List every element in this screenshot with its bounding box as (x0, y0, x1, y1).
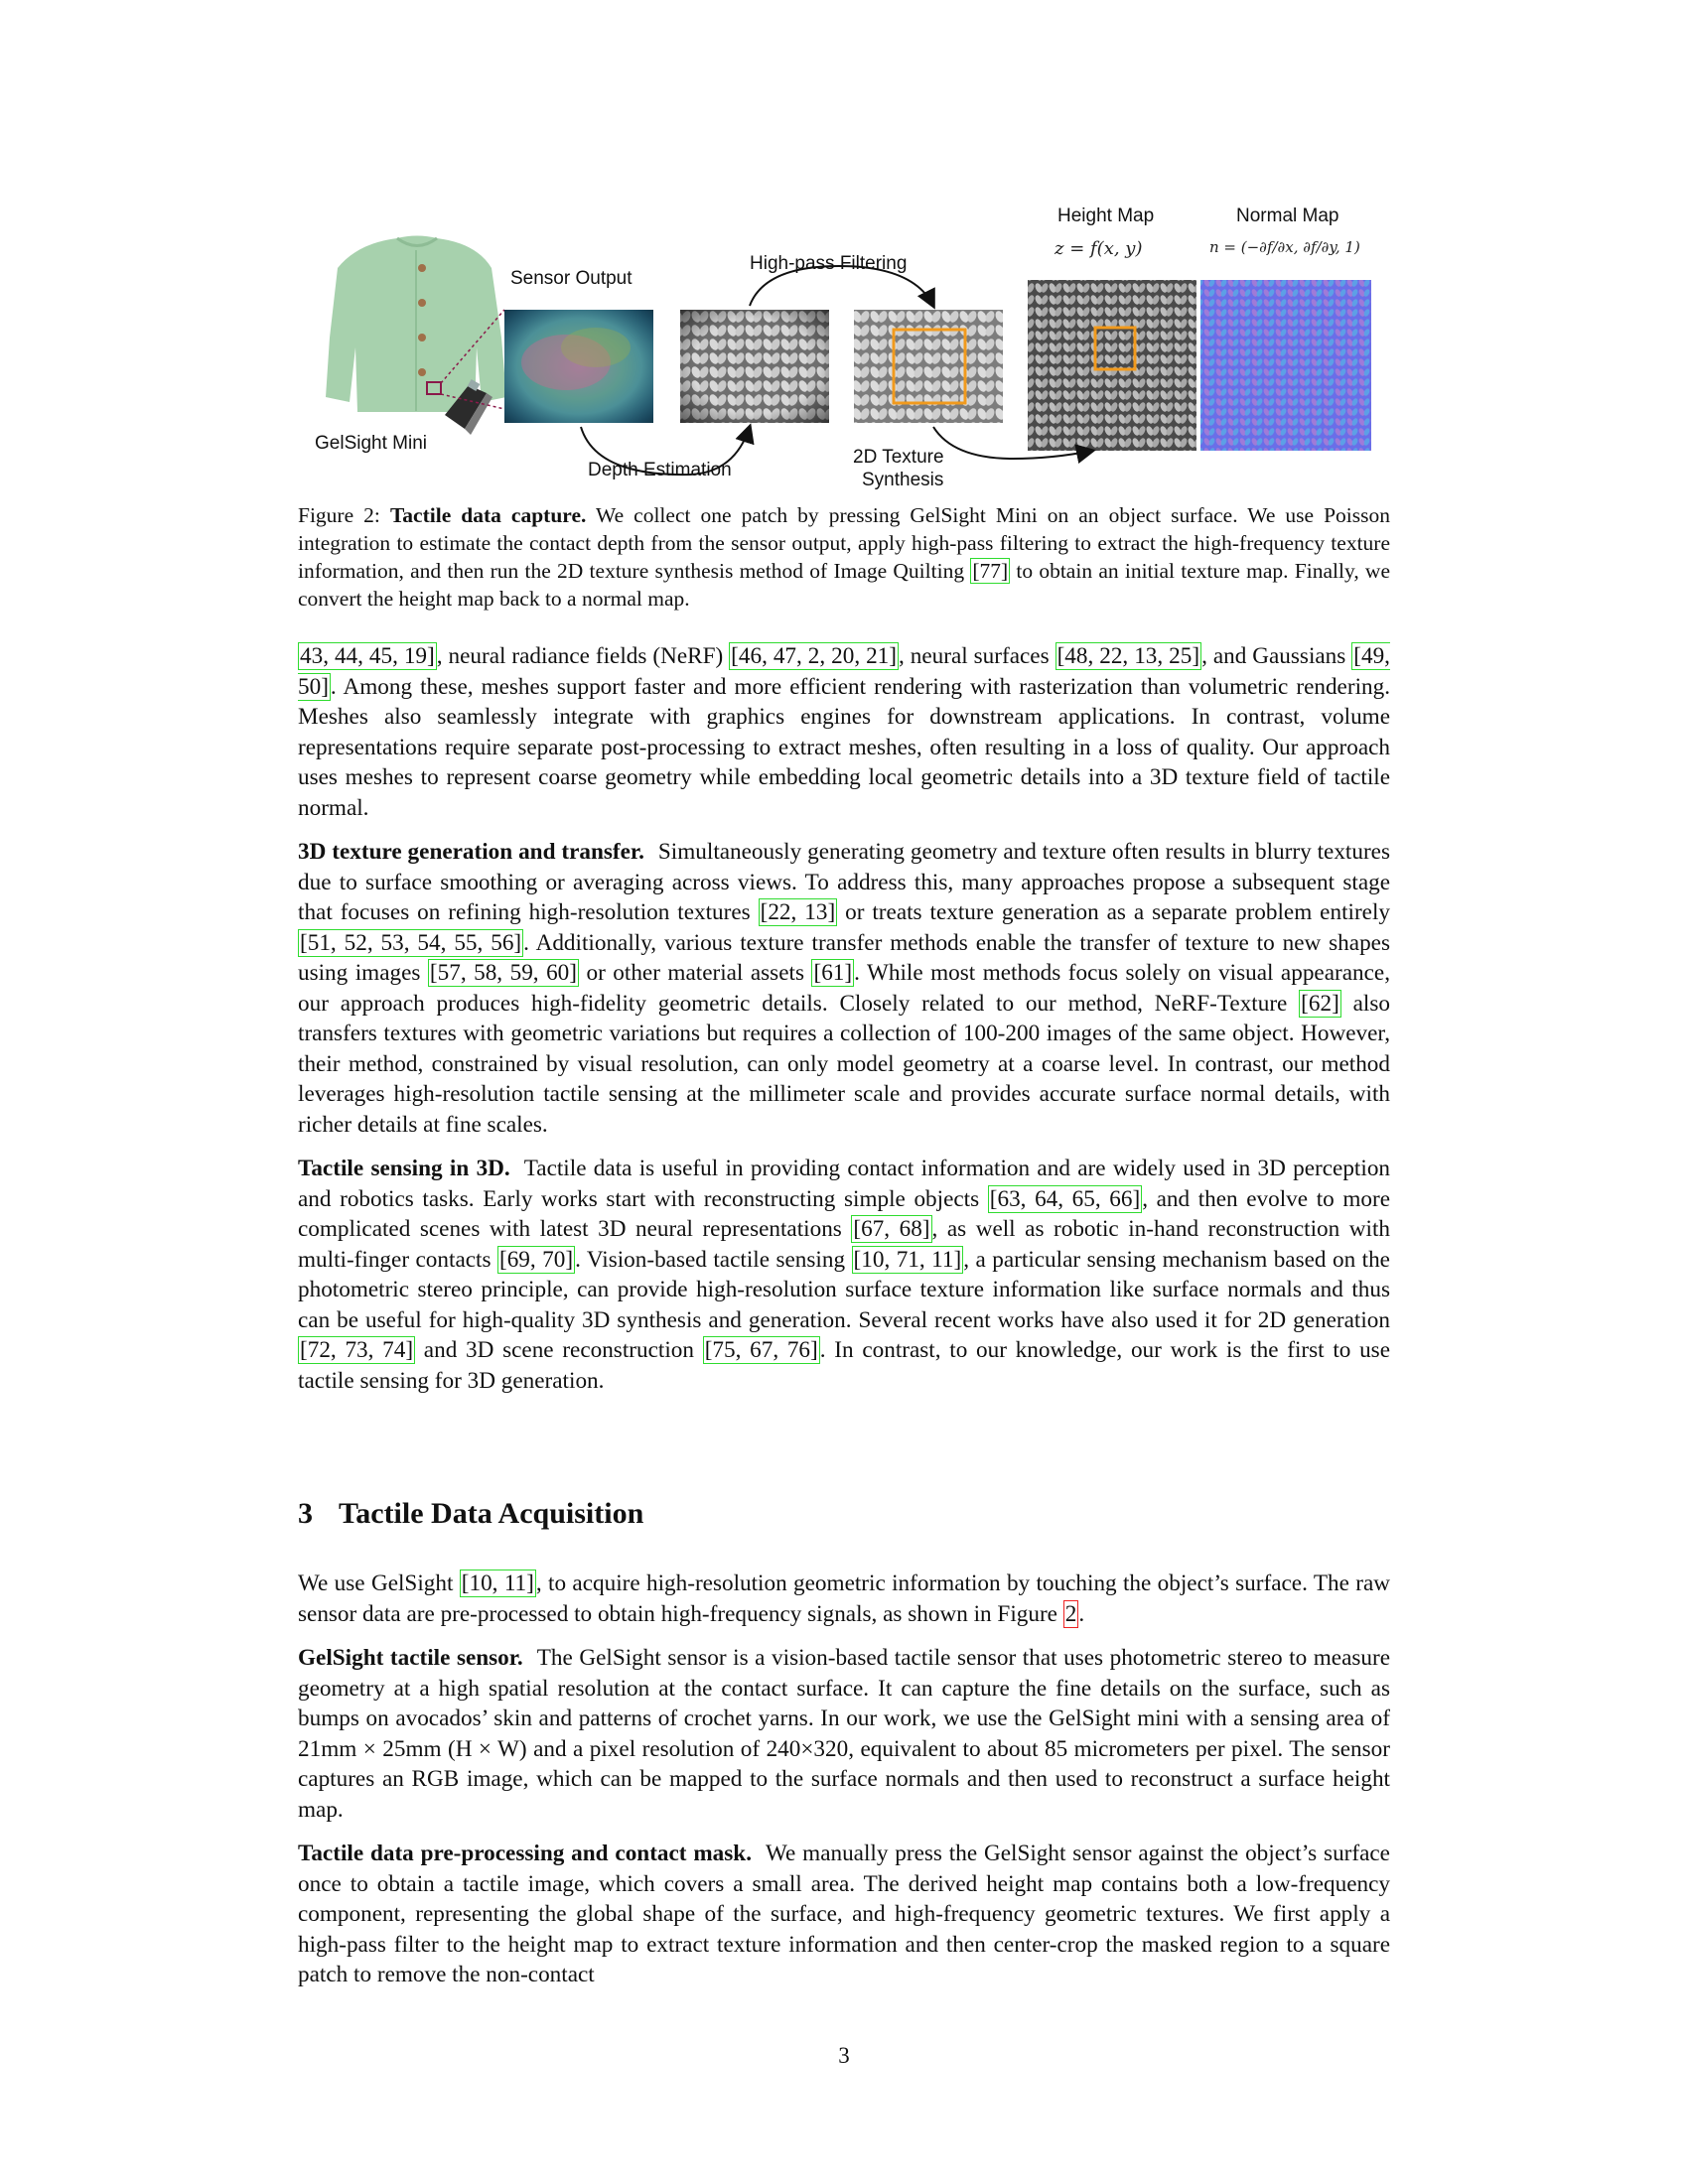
section-title: Tactile Data Acquisition (339, 1497, 644, 1530)
label-depth-estimation: Depth Estimation (588, 460, 732, 480)
citation-link[interactable]: [48, 22, 13, 25] (1056, 643, 1200, 669)
citation-link[interactable]: [77] (972, 559, 1009, 583)
citation-link[interactable]: [72, 73, 74] (300, 1337, 414, 1363)
figure-2 (298, 199, 1390, 496)
citation-link[interactable]: [63, 64, 65, 66] (989, 1185, 1141, 1212)
sweater-photo (326, 236, 506, 413)
citation-link[interactable]: 43, 44, 45, 19] (300, 643, 435, 669)
citation-link[interactable]: [69, 70] (498, 1246, 574, 1273)
caption-title: Tactile data capture. (389, 503, 587, 527)
height-map-formula: z = f(x, y) (1055, 238, 1143, 259)
highpass-image (854, 310, 1003, 423)
caption-text: We collect one patch by pressing GelSight Mini on an object surface. We use Poisson integration to estimate the contact depth from the sensor output, apply high-pass filtering to extract the high-frequency texture information, and then run the 2D texture synthesis method of Image Quilting (298, 503, 1391, 583)
section-number: 3 (298, 1497, 313, 1530)
citation-link[interactable]: [10, 71, 11] (853, 1246, 962, 1273)
paragraph-heading: 3D texture generation and transfer. (298, 839, 644, 865)
citation-link[interactable]: [62] (1301, 990, 1339, 1017)
paragraph-related-representations: 43, 44, 45, 19], neural radiance fields (NeRF) [46, 47, 2, 20, 21], neural surfaces [48, 22, 13, 25], and Gaussians [49, 50]. Among these, meshes support faster and more efficient rendering with rasterization than volumetric rendering. Meshes also seamlessly integrate with graphics engines for downstream applications. In contrast, volume representations require separate post-processing to extract meshes, often resulting in a loss of quality. Our approach uses meshes to represent coarse geometry while embedding local geometric details into a 3D texture field of tactile normal. (298, 643, 1390, 821)
sensor-output-image (504, 310, 653, 423)
label-normal-map: Normal Map (1236, 205, 1339, 226)
paragraph-preprocessing: Tactile data pre-processing and contact mask. We manually press the GelSight sensor against the object’s surface once to obtain a tactile image, which covers a small area. The derived height map contains both a low-frequency component, representing the global shape of the surface, and high-frequency geometric textures. We first apply a high-pass filter to the height map to extract texture information and then center-crop the masked region to a square patch to remove the non-contact (298, 1841, 1390, 1987)
body-text (298, 641, 1390, 1410)
label-synthesis: Synthesis (862, 470, 944, 490)
caption-text-end: to obtain an initial texture map. Finally, we convert the height map back to a normal map. (298, 559, 1391, 611)
citation-link[interactable]: [75, 67, 76] (704, 1337, 818, 1363)
normal-map-formula: n = (−∂f/∂x, ∂f/∂y, 1) (1209, 238, 1360, 256)
paragraph-gelsight-sensor: GelSight tactile sensor. The GelSight sensor is a vision-based tactile sensor that uses photometric stereo to measure geometry at a high spatial resolution at the contact surface. It can capture the fine details on the surface, such as bumps on avocados’ skin and patterns of crochet yarns. In our work, we use the GelSight mini with a sensing area of 21mm × 25mm (H × W) and a pixel resolution of 240×320, equivalent to about 85 micrometers per pixel. The sensor captures an RGB image, which can be mapped to the surface normals and then used to reconstruct a surface height map. (298, 1645, 1390, 1823)
paragraph-tactile-sensing: Tactile sensing in 3D. Tactile data is useful in providing contact information and are widely used in 3D perception and robotics tasks. Early works start with reconstructing simple objects [63, 64, 65, 66], and then evolve to more complicated scenes with latest 3D neural representations [67, 68], as well as robotic in-hand reconstruction with multi-finger contacts [69, 70]. Vision-based tactile sensing [10, 71, 11], a particular sensing mechanism based on the photometric stereo principle, can provide high-resolution surface texture information like surface normals and thus can be useful for high-quality 3D synthesis and generation. Several recent works have also used it for 2D generation [72, 73, 74] and 3D scene reconstruction [75, 67, 76]. In contrast, to our knowledge, our work is the first to use tactile sensing for 3D generation. (298, 1156, 1391, 1394)
section-heading (298, 1497, 643, 1531)
figure-caption (298, 501, 1390, 613)
paragraph-texture-generation: 3D texture generation and transfer. Simultaneously generating geometry and texture often results in blurry textures due to surface smoothing or averaging across views. To address this, many approaches propose a subsequent stage that focuses on refining high-resolution textures [22, 13] or treats texture generation as a separate problem entirely [51, 52, 53, 54, 55, 56]. Additionally, various texture transfer methods enable the transfer of texture to new shapes using images [57, 58, 59, 60] or other material assets [61]. While most methods focus solely on visual appearance, our approach produces high-fidelity geometric details. Closely related to our method, NeRF-Texture [62] also transfers textures with geometric variations but requires a collection of 100-200 images of the same object. However, their method, constrained by visual resolution, can only model geometry at a coarse level. In contrast, our method leverages high-resolution tactile sensing at the millimeter scale and provides accurate surface normal details, with richer details at fine scales. (298, 839, 1391, 1138)
citation-link[interactable]: [22, 13] (760, 899, 836, 925)
label-gelsight-mini: GelSight Mini (315, 433, 427, 454)
paragraph-heading: Tactile sensing in 3D. (298, 1156, 510, 1181)
paragraph-heading: Tactile data pre-processing and contact mask. (298, 1841, 752, 1866)
normal-map-image (1200, 280, 1371, 451)
paragraph-intro: We use GelSight [10, 11], to acquire high-resolution geometric information by touching the object’s surface. The raw sensor data are pre-processed to obtain high-frequency signals, as shown in Figure 2. (298, 1570, 1390, 1627)
page-number: 3 (838, 2043, 850, 2068)
label-highpass: High-pass Filtering (750, 253, 908, 274)
figure-ref-link[interactable]: 2 (1064, 1600, 1077, 1627)
label-2d-texture: 2D Texture (853, 447, 944, 468)
label-height-map: Height Map (1057, 205, 1155, 226)
paragraph-heading: GelSight tactile sensor. (298, 1645, 523, 1671)
citation-link[interactable]: [46, 47, 2, 20, 21] (731, 643, 897, 669)
height-map-image (1028, 280, 1196, 451)
citation-link[interactable]: [49, 50] (298, 643, 1390, 700)
citation-link[interactable]: [67, 68] (853, 1216, 930, 1242)
caption-prefix: Figure 2: (298, 503, 390, 527)
depth-estimation-image (680, 310, 829, 423)
citation-link[interactable]: [51, 52, 53, 54, 55, 56] (300, 929, 522, 956)
citation-link[interactable]: [10, 11] (461, 1570, 534, 1596)
citation-link[interactable]: [61] (813, 960, 853, 986)
citation-link[interactable]: [57, 58, 59, 60] (429, 960, 577, 986)
section-body (298, 1569, 1390, 2004)
label-sensor-output: Sensor Output (510, 268, 633, 289)
